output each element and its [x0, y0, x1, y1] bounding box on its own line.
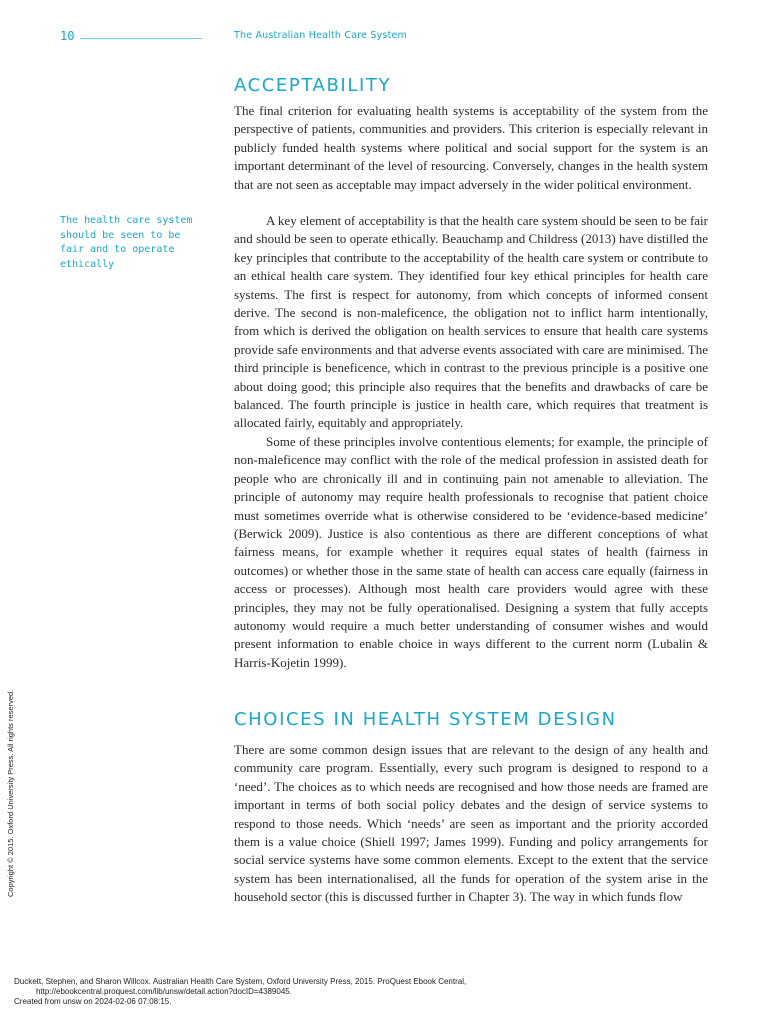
side-copyright: Copyright © 2015. Oxford University Press. All rights reserved.: [6, 689, 15, 897]
body-paragraph: There are some common design issues that are relevant to the design of any health and community care program. Essentially, every such program is designed to respond to a ‘need’. The choices as to which needs are recognised and how those needs are framed are important in terms of both social policy debates and the design of service systems to respond to those needs. Which ‘needs’ are seen as important and the priority accorded them is a value choice (Shiell 1997; James 1999). Funding and policy arrangements for social service systems have some common elements. Except to the extent that the service system has been internationalised, all the funds for operation of the system arise in the household sector (this is discussed further in Chapter 3). The way in which funds flow: [234, 742, 708, 905]
running-title: The Australian Health Care System: [234, 30, 408, 41]
body-paragraph: A key element of acceptability is that the health care system should be seen to be fair and should be seen to operate ethically. Beauchamp and Childress (2013) have distilled the key principles that contribute to the acceptability of the health care system or contribute to an ethical health care system. They identified four key ethical principles for health care systems. The first is respect for autonomy, from which concepts of informed consent derive. The second is non-maleficence, the obligation not to inflict harm intentionally, from which is derived the obligation on health services to ensure that health care systems provide safe environments and that adverse events associated with care are minimised. The third principle is beneficence, which in contrast to the previous principle is a positive one about doing good; this principle also requires that the benefits and drawbacks of care be balanced. The fourth principle is justice in health care, which requires that treatment is allocated fairly, equitably and appropriately.: [234, 213, 708, 431]
section-heading-choices: CHOICES IN HEALTH SYSTEM DESIGN: [234, 709, 617, 730]
body-paragraph: Some of these principles involve contentious elements; for example, the principle of non-maleficence may conflict with the role of the medical profession in assisted death for people who are chronically ill and in continuing pain not amenable to alleviation. The principle of autonomy may require health professionals to recognise that patient choice must sometimes override what is otherwise considered to be ‘evidence-based medicine’ (Berwick 2009). Justice is also contentious as there are different conceptions of what fairness means, for example whether it requires equal states of health (fairness in outcomes) or whether those in the same state of health can access care equally (fairness in access or processes). Although most health care providers would agree with these principles, they may not be fully operationalised. Designing a system that fully accepts autonomy would require a much better understanding of consumer wishes and would present information to enable choice in ways different to the current norm (Lubalin & Harris-Kojetin 1999).: [234, 434, 708, 670]
footer-created: Created from unsw on 2024-02-06 07:08:15.: [14, 997, 172, 1006]
citation-footer: [14, 977, 714, 1007]
page-header: [0, 0, 768, 50]
margin-note: The health care system should be seen to be fair and to operate ethically: [60, 215, 193, 270]
page-number: 10: [60, 29, 75, 43]
footer-url: http://ebookcentral.proquest.com/lib/unsw/detail.action?docID=4389045.: [36, 987, 292, 996]
body-paragraph: The final criterion for evaluating health systems is acceptability of the system from the perspective of patients, communities and providers. This criterion is especially relevant in publicly funded health systems where political and social support for the system is an important determinant of the level of resourcing. Conversely, changes in the health system that are not seen as acceptable may impact adversely in the wider political environment.: [234, 103, 708, 192]
section-heading-acceptability: ACCEPTABILITY: [234, 75, 392, 96]
header-rule: [80, 38, 202, 39]
footer-citation: Duckett, Stephen, and Sharon Willcox. Australian Health Care System, Oxford University Press, 2015. ProQuest Ebook Central,: [14, 977, 467, 986]
